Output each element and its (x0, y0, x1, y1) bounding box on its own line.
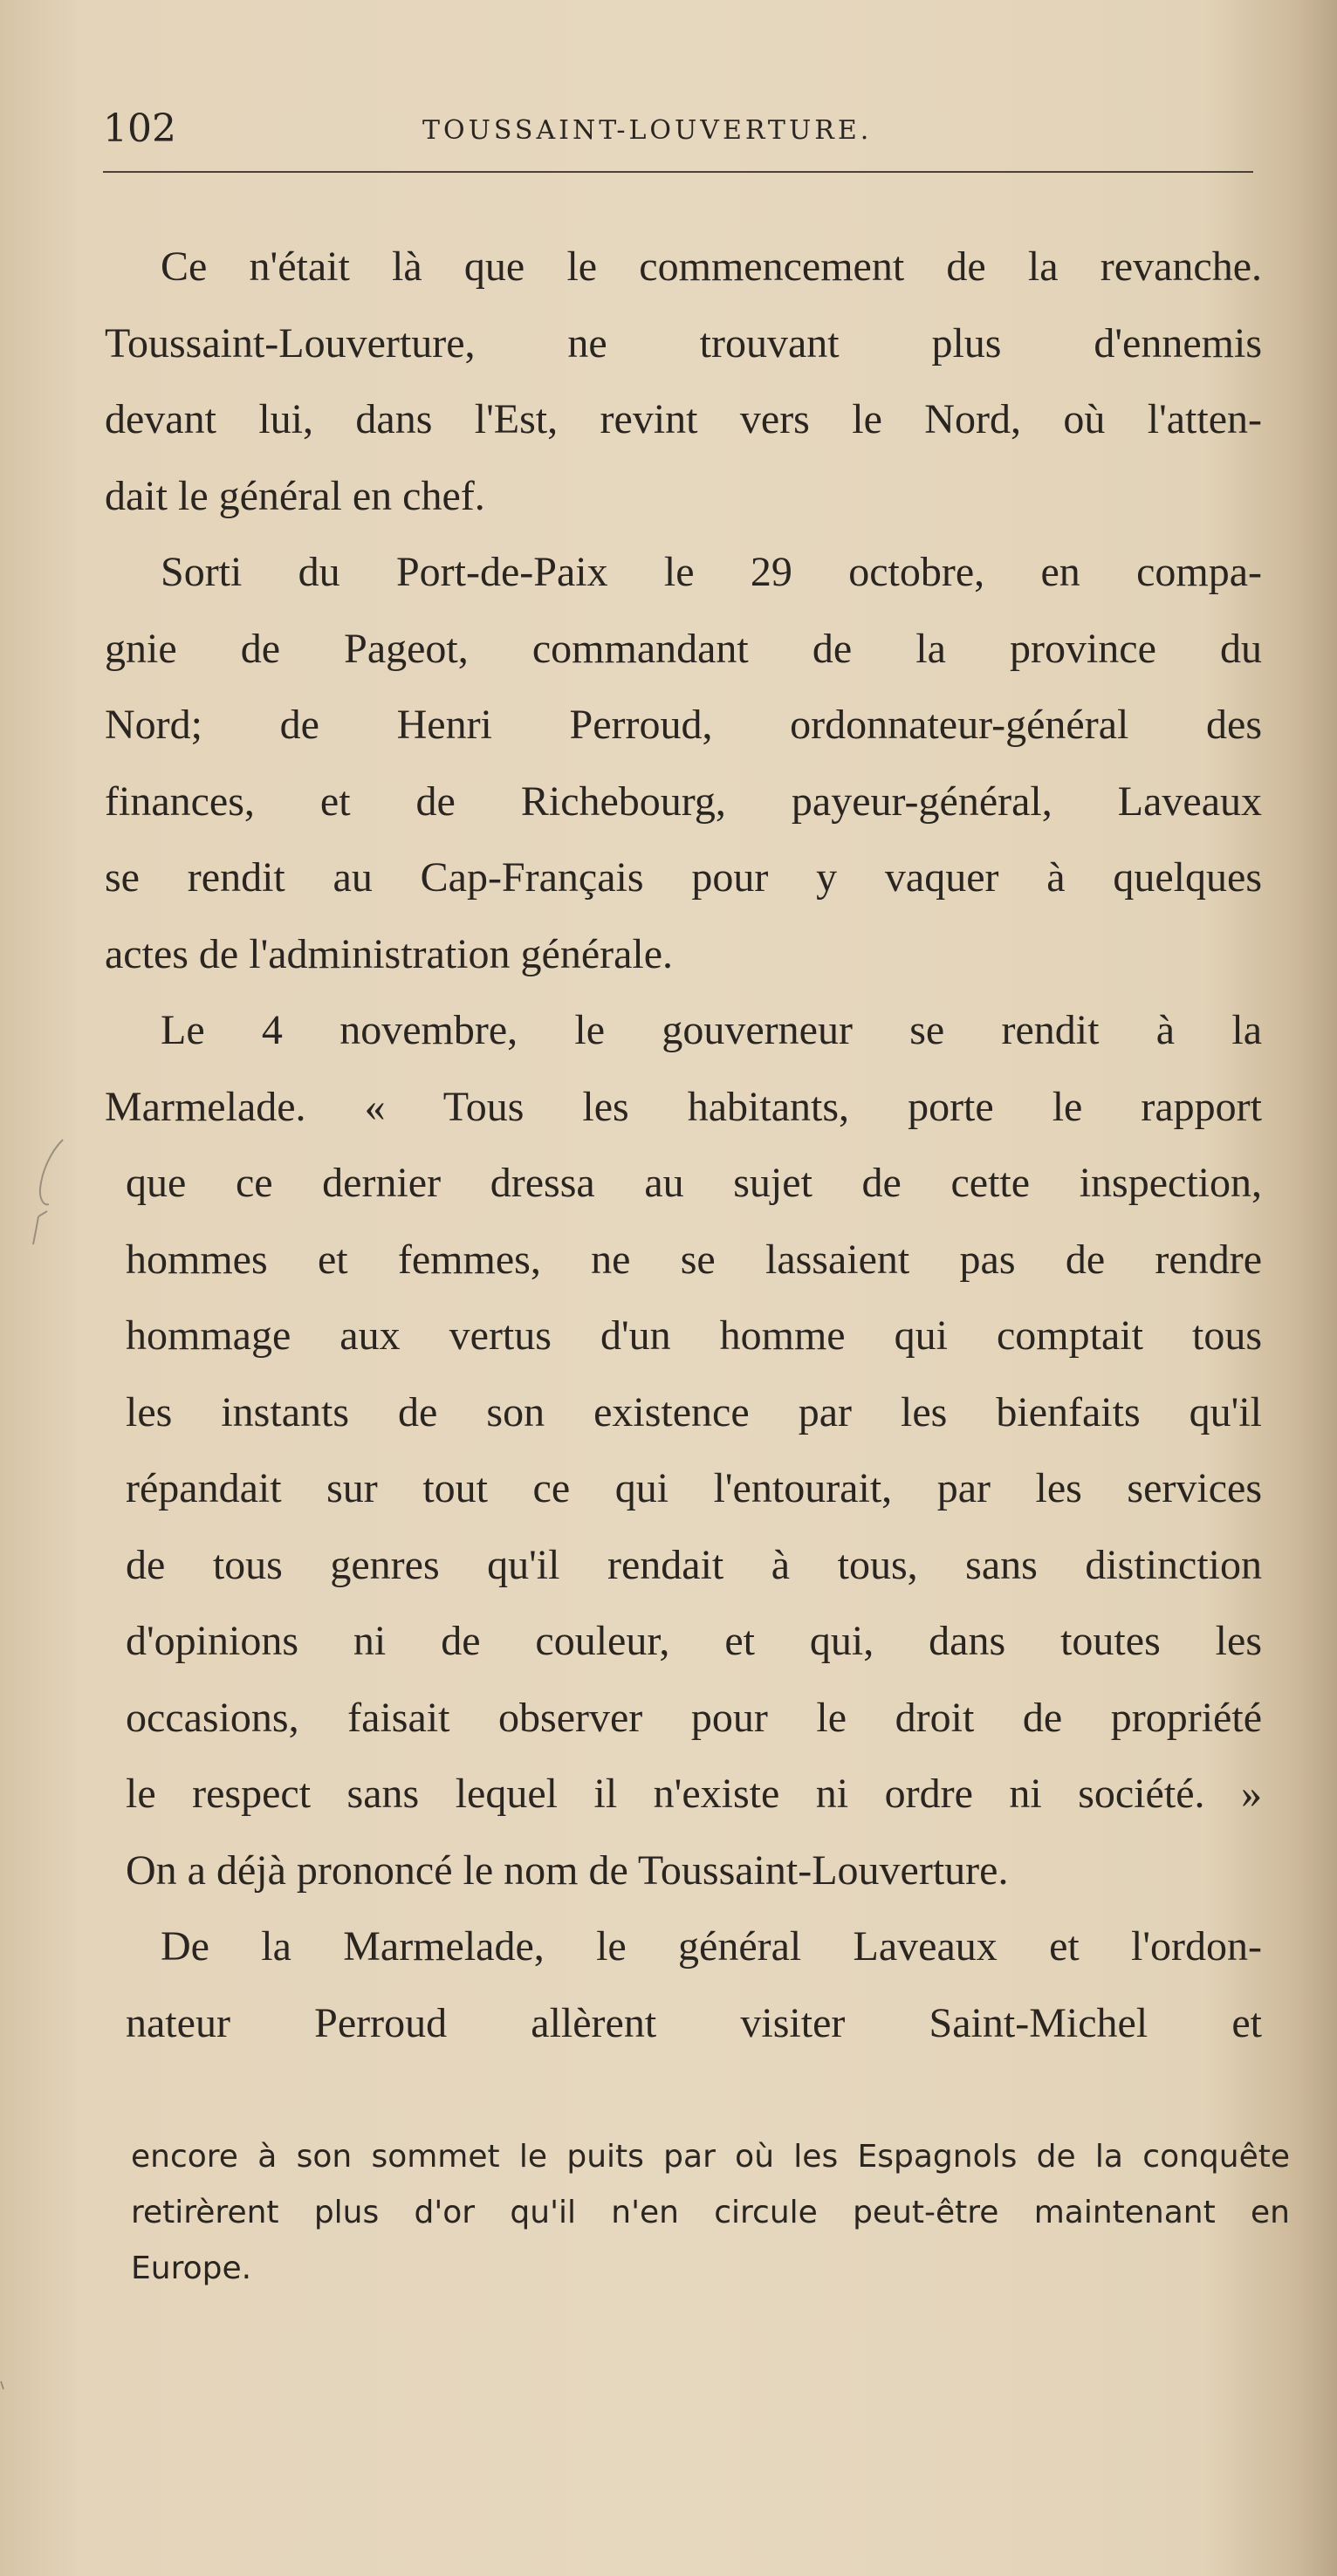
page-number: 102 (103, 106, 176, 151)
footnote-line: retirèrent plus d'or qu'il n'en circule peut-être maintenant en (131, 2195, 1290, 2230)
text-line: les instants de son existence par les bienfaits qu'il (126, 1388, 1262, 1435)
text-line: nateur Perroud allèrent visiter Saint-Michel et (126, 1999, 1262, 2046)
text-line: actes de l'administration générale. (105, 930, 674, 977)
text-line: finances, et de Richebourg, payeur-général, Laveaux (105, 778, 1262, 825)
footnote-line: Europe. (131, 2251, 252, 2286)
text-line: Nord; de Henri Perroud, ordonnateur-général des (105, 702, 1262, 748)
page-header (103, 103, 1255, 155)
body-text (105, 229, 1262, 2061)
text-line: d'opinions ni de couleur, et qui, dans toutes les (126, 1618, 1262, 1664)
text-line: On a déjà prononcé le nom de Toussaint-Louverture. (126, 1846, 1009, 1894)
text-line: Toussaint-Louverture, ne trouvant plus d'ennemis (105, 319, 1262, 367)
running-title: TOUSSAINT-LOUVERTURE. (422, 115, 873, 146)
text-line: Le 4 novembre, le gouverneur se rendit à la (161, 1007, 1262, 1053)
text-line: Ce n'était là que le commencement de la revanche. (161, 243, 1262, 290)
footnote-line: encore à son sommet le puits par où les Espagnols de la conquête (131, 2139, 1290, 2175)
text-line: gnie de Pageot, commandant de la province du (105, 625, 1262, 672)
text-line: occasions, faisait observer pour le droit de propriété (126, 1694, 1262, 1741)
text-line: que ce dernier dressa au sujet de cette inspection, (126, 1160, 1262, 1206)
text-line: Sorti du Port-de-Paix le 29 octobre, en compa- (161, 549, 1262, 595)
text-line: hommage aux vertus d'un homme qui comptait tous (126, 1312, 1262, 1359)
text-line: dait le général en chef. (105, 472, 485, 519)
text-line: se rendit au Cap-Français pour y vaquer à quelques (105, 854, 1262, 901)
text-line: de tous genres qu'il rendait à tous, sans distinction (126, 1541, 1262, 1588)
text-line: De la Marmelade, le général Laveaux et l'ordon- (161, 1923, 1262, 1970)
text-line: Marmelade. « Tous les habitants, porte le rapport (105, 1083, 1262, 1130)
text-line: devant lui, dans l'Est, revint vers le Nord, où l'atten- (105, 396, 1262, 442)
text-line: répandait sur tout ce qui l'entourait, par les services (126, 1465, 1262, 1511)
text-line: hommes et femmes, ne se lassaient pas de rendre (126, 1236, 1262, 1283)
text-line: le respect sans lequel il n'existe ni ordre ni société. » (126, 1771, 1262, 1817)
stray-mark (0, 2381, 5, 2391)
footnote (131, 2129, 1290, 2297)
pencil-margin-mark (31, 1136, 66, 1246)
header-rule (103, 171, 1253, 173)
